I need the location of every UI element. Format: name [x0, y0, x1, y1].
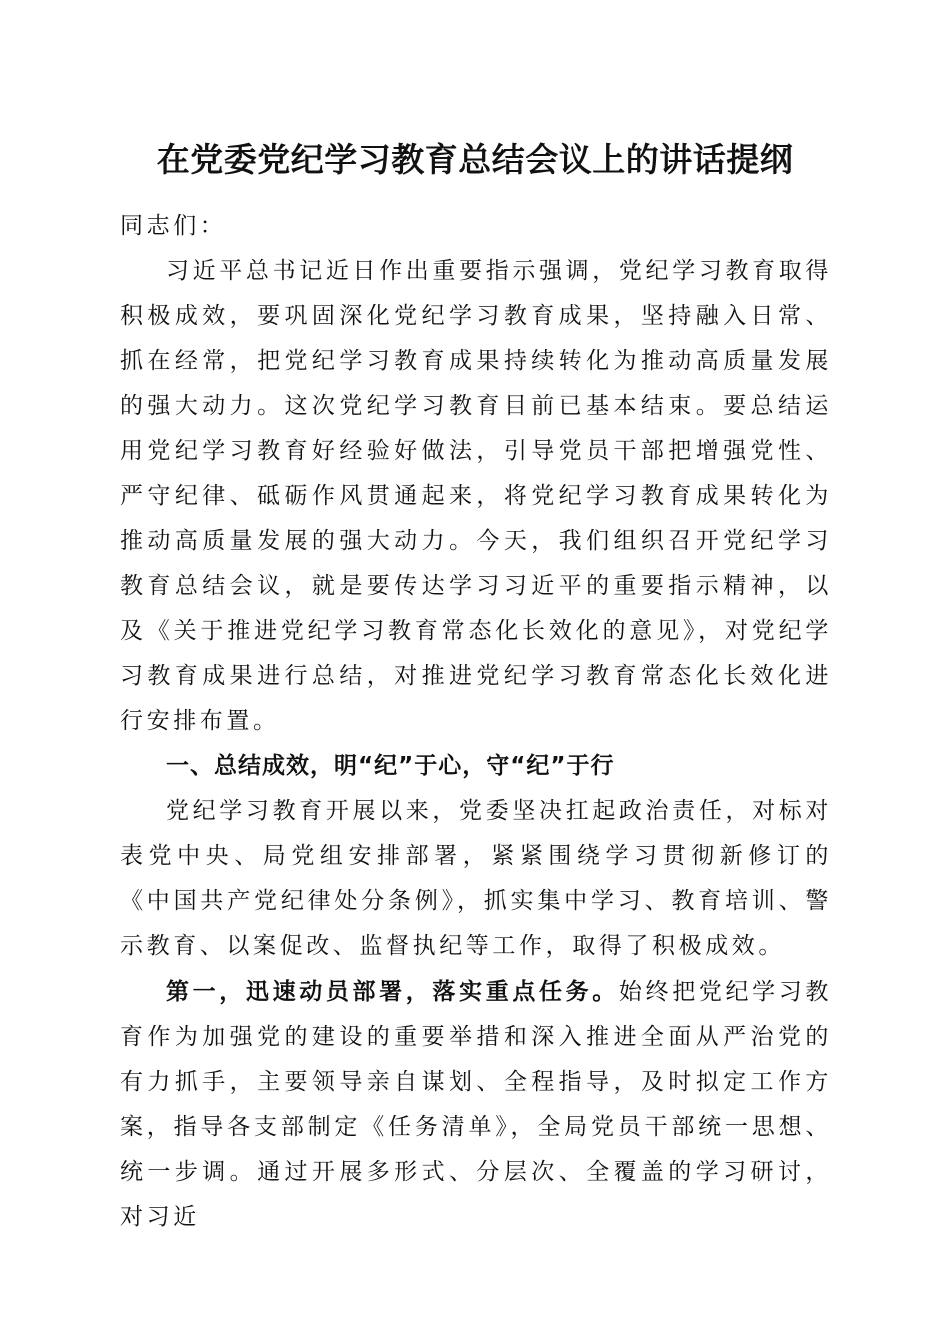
salutation: 同志们：	[120, 213, 227, 239]
first-point-body: 始终把党纪学习教育作为加强党的建设的重要举措和深入推进全面从严治党的有力抓手，主要领导亲自谋划、全程指导，及时拟定工作方案，指导各支部制定《任务清单》，全局党员干部统一思想、统一步调。通过开展多形式、分层次、全覆盖的学习研讨，对习近	[120, 979, 832, 1230]
document-title: 在党委党纪学习教育总结会议上的讲话提纲	[156, 140, 794, 179]
paragraph-intro: 习近平总书记近日作出重要指示强调，党纪学习教育取得积极成效，要巩固深化党纪学习教育成果，坚持融入日常、抓在经常，把党纪学习教育成果持续转化为推动高质量发展的强大动力。这次党纪学习教育目前已基本结束。要总结运用党纪学习教育好经验好做法，引导党员干部把增强党性、严守纪律、砥砺作风贯通起来，将党纪学习教育成果转化为推动高质量发展的强大动力。今天，我们组织召开党纪学习教育总结会议，就是要传达学习习近平的重要指示精神，以及《关于推进党纪学习教育常态化长效化的意见》，对党纪学习教育成果进行总结，对推进党纪学习教育常态化长效化进行安排布置。	[120, 258, 832, 734]
document-body	[120, 204, 832, 1240]
paragraph-first-point	[120, 969, 832, 1240]
first-point-lead: 第一，迅速动员部署，落实重点任务。	[166, 978, 619, 1005]
paragraph-summary: 党纪学习教育开展以来，党委坚决扛起政治责任，对标对表党中央、局党组安排部署，紧紧围绕学习贯彻新修订的《中国共产党纪律处分条例》，抓实集中学习、教育培训、警示教育、以案促改、监督执纪等工作，取得了积极成效。	[120, 798, 832, 959]
section-heading-1: 一、总结成效，明“纪”于心，守“纪”于行	[166, 753, 615, 779]
